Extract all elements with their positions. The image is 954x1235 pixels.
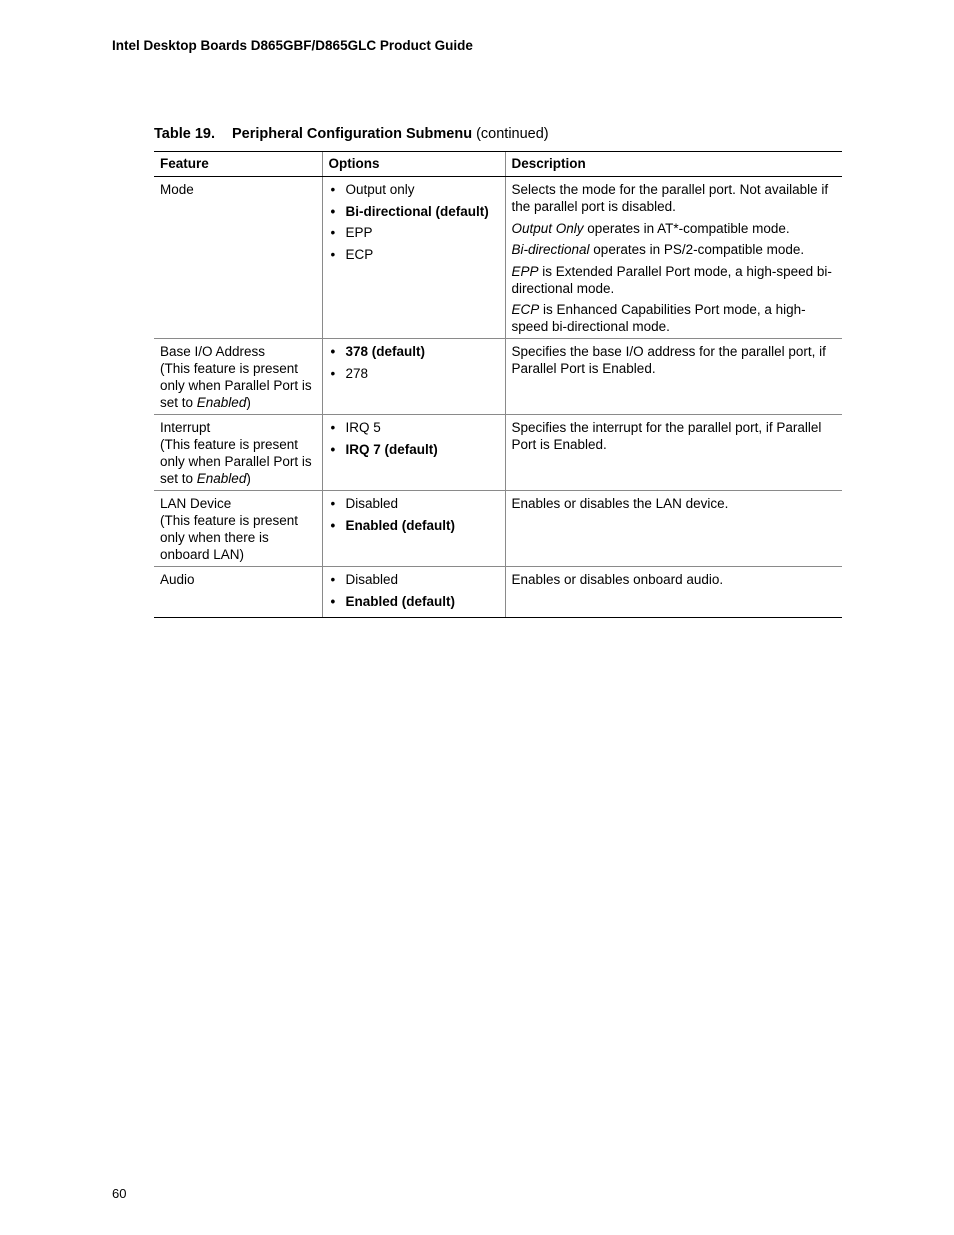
- options-list: [329, 571, 499, 610]
- feature-note: [160, 436, 316, 487]
- options-list: [329, 419, 499, 458]
- description-paragraph: Enables or disables the LAN device.: [511, 496, 729, 511]
- description-term: EPP: [511, 263, 539, 279]
- running-header-title: Intel Desktop Boards D865GBF/D865GLC Product Guide: [112, 38, 473, 53]
- option-item-default: • Enabled (default): [329, 593, 499, 610]
- table-caption-continued: (continued): [476, 126, 549, 142]
- column-header-options: Options: [322, 152, 505, 177]
- description-text: is Enhanced Capabilities Port mode, a high-speed bi-directional mode.: [511, 302, 806, 334]
- options-cell: [322, 567, 505, 618]
- description-paragraph: Enables or disables onboard audio.: [511, 572, 724, 587]
- description-paragraph: Specifies the interrupt for the parallel port, if Parallel Port is Enabled.: [511, 420, 822, 452]
- feature-note: (This feature is present only when there is onboard LAN): [160, 513, 299, 562]
- description-text: is Extended Parallel Port mode, a high-speed bi-directional mode.: [511, 263, 832, 296]
- description-text: operates in PS/2-compatible mode.: [589, 242, 805, 257]
- option-item-default: • Enabled (default): [329, 517, 499, 534]
- description-paragraph: Specifies the base I/O address for the parallel port, if Parallel Port is Enabled.: [511, 344, 826, 376]
- options-cell: [322, 339, 505, 415]
- description-cell: [505, 491, 842, 567]
- option-item: • Disabled: [329, 495, 499, 512]
- table-header-row: [154, 152, 842, 177]
- peripheral-configuration-table: [154, 151, 842, 618]
- table-row-interrupt: [154, 415, 842, 491]
- feature-name: Interrupt: [160, 420, 211, 435]
- options-cell: [322, 415, 505, 491]
- feature-note-text: (This feature is present only when Parallel Port is set to: [160, 437, 312, 486]
- table-row-base-io-address: [154, 339, 842, 415]
- page-number: 60: [112, 1186, 127, 1201]
- options-cell: [322, 177, 505, 339]
- options-list: [329, 495, 499, 534]
- feature-note-term: Enabled: [196, 395, 247, 410]
- description-paragraph: [512, 263, 837, 297]
- table-row-lan-device: [154, 491, 842, 567]
- feature-note: [160, 360, 316, 411]
- option-item-default: • 378 (default): [329, 343, 499, 360]
- feature-name: Mode: [160, 182, 194, 197]
- description-cell: [505, 177, 842, 339]
- option-item: • ECP: [329, 246, 499, 263]
- description-cell: [505, 415, 842, 491]
- options-list: [329, 181, 499, 263]
- description-term: Output Only: [511, 220, 584, 236]
- description-paragraph: [512, 301, 837, 335]
- option-item: • 278: [329, 365, 499, 382]
- feature-cell: [154, 177, 322, 339]
- description-paragraph: [512, 220, 837, 237]
- option-item: • Disabled: [329, 571, 499, 588]
- table-caption-title: Peripheral Configuration Submenu: [231, 126, 473, 142]
- feature-name: LAN Device: [160, 496, 232, 511]
- feature-note-text: (This feature is present only when Parallel Port is set to: [160, 361, 312, 410]
- option-item: • Output only: [329, 181, 499, 198]
- column-header-description: Description: [505, 152, 842, 177]
- option-item: • EPP: [329, 224, 499, 241]
- description-cell: [505, 567, 842, 618]
- description-term: ECP: [511, 302, 540, 317]
- description-cell: [505, 339, 842, 415]
- table-row-mode: [154, 177, 842, 339]
- description-paragraph: Selects the mode for the parallel port. Not available if the parallel port is disabled.: [511, 182, 829, 214]
- table-caption: [154, 126, 549, 142]
- feature-cell: [154, 567, 322, 618]
- feature-note-term: Enabled: [196, 471, 247, 486]
- feature-note-end: ): [246, 471, 251, 486]
- table-caption-number: Table 19.: [154, 126, 215, 142]
- feature-cell: [154, 339, 322, 415]
- options-list: [329, 343, 499, 382]
- option-item: • IRQ 5: [329, 419, 499, 436]
- description-text: operates in AT*-compatible mode.: [583, 220, 790, 236]
- feature-cell: [154, 491, 322, 567]
- description-term: Bi-directional: [511, 242, 590, 257]
- table-row-audio: [154, 567, 842, 618]
- option-item-default: • Bi-directional (default): [329, 203, 499, 220]
- option-item-default: • IRQ 7 (default): [329, 441, 499, 458]
- feature-cell: [154, 415, 322, 491]
- column-header-feature: Feature: [154, 152, 322, 177]
- feature-name: Base I/O Address: [160, 344, 266, 359]
- options-cell: [322, 491, 505, 567]
- description-paragraph: [512, 241, 837, 258]
- feature-note-end: ): [246, 395, 251, 410]
- feature-name: Audio: [160, 572, 195, 587]
